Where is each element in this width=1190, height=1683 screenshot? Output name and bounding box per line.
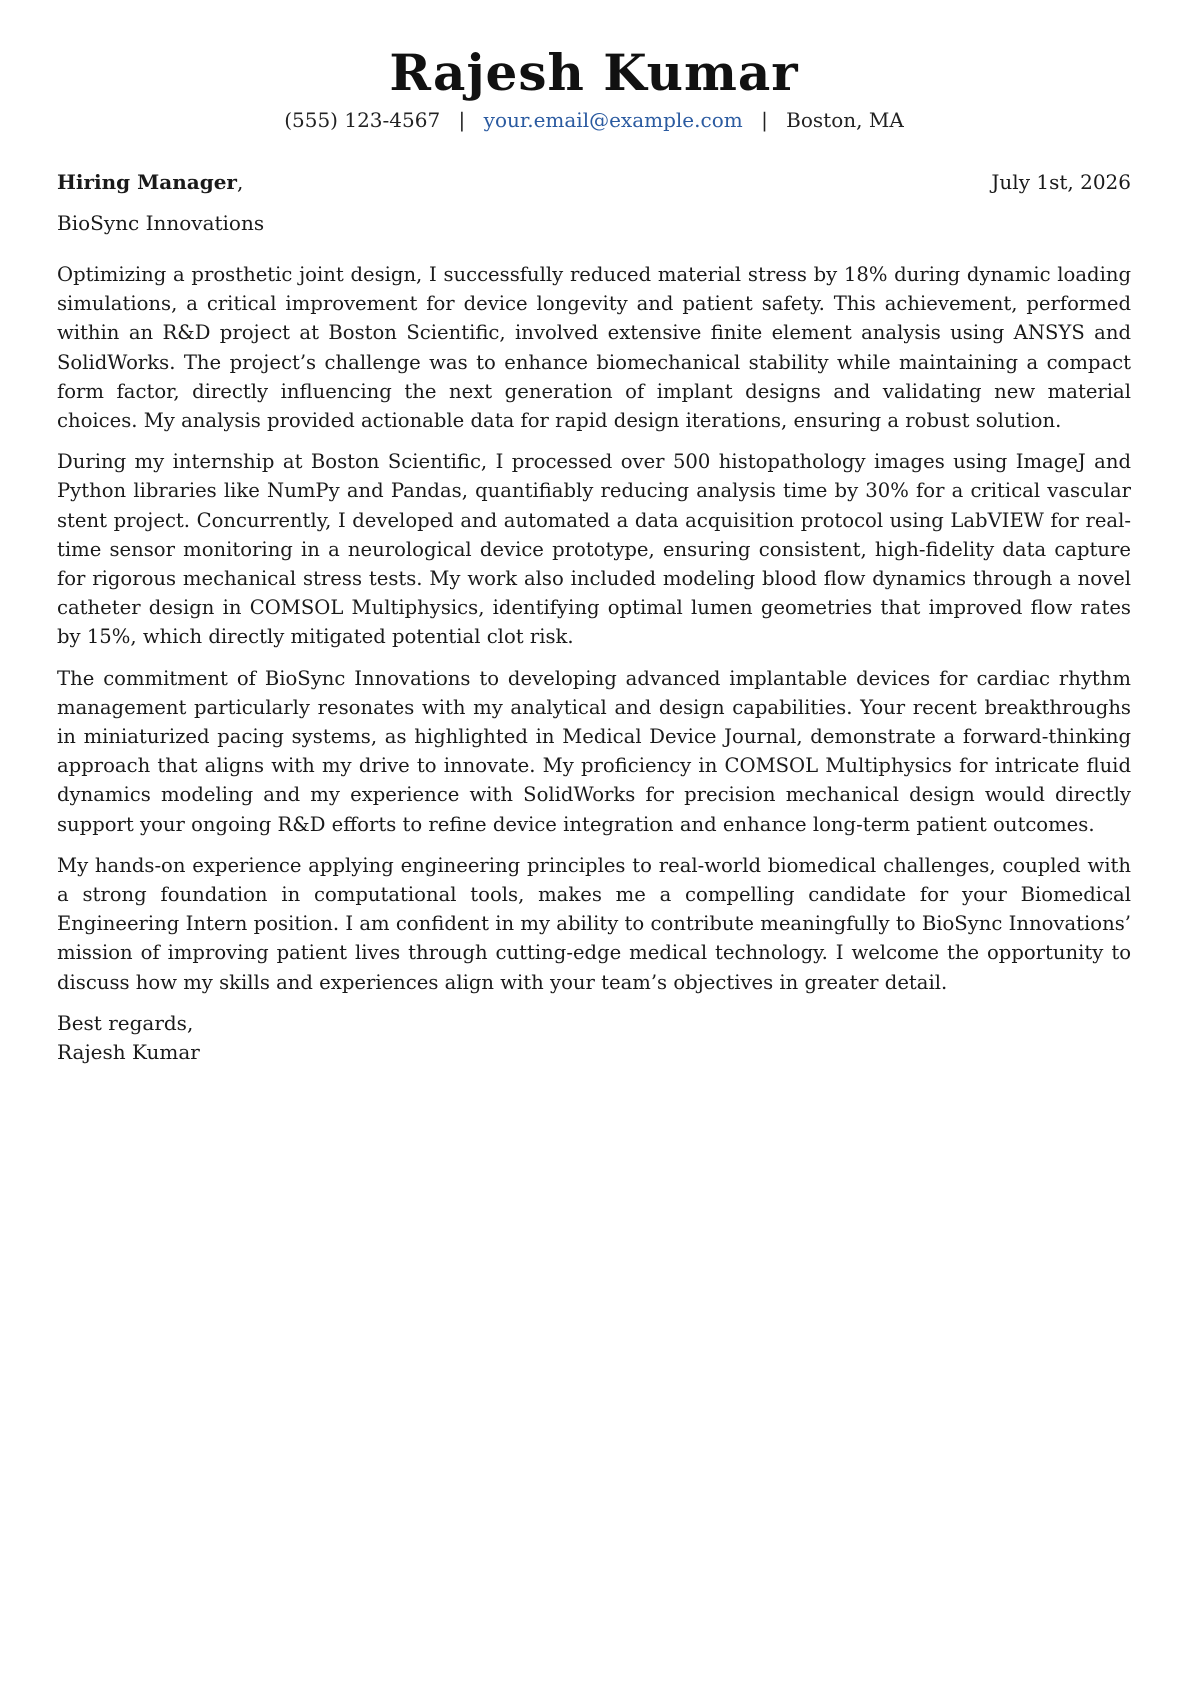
closing-signature: Rajesh Kumar	[57, 1039, 200, 1064]
closing-salutation: Best regards,	[57, 1010, 194, 1035]
recipient-company: BioSync Innovations	[57, 211, 265, 235]
letter-header	[57, 0, 1131, 134]
body-paragraph: My hands-on experience applying engineering principles to real-world biomedical challenges, coupled with a strong foundation in computational tools, makes me a compelling candidate for your Biomedical Engineering Intern position. I am confident in my ability to contribute meaningfully to BioSync Innovations’ mission of improving patient lives through cutting-edge medical technology. I welcome the opportunity to discuss how my skills and experiences align with your team’s objectives in greater detail.	[57, 853, 1131, 994]
body-paragraph: Optimizing a prosthetic joint design, I successfully reduced material stress by 18% during dynamic loading simulations, a critical improvement for device longevity and patient safety. This achievement, performed within an R&D project at Boston Scientific, involved extensive finite element analysis using ANSYS and SolidWorks. The project’s challenge was to enhance biomechanical stability while maintaining a compact form factor, directly influencing the next generation of implant designs and validating new material choices. My analysis provided actionable data for rapid design iterations, ensuring a robust solution.	[57, 263, 1131, 433]
cover-letter-page	[57, 0, 1131, 1067]
body-paragraph: The commitment of BioSync Innovations to developing advanced implantable devices for cardiac rhythm management particularly resonates with my analytical and design capabilities. Your recent breakthroughs in miniaturized pacing systems, as highlighted in Medical Device Journal, demonstrate a forward-thinking approach that aligns with my drive to innovate. My proficiency in COMSOL Multiphysics for intricate fluid dynamics modeling and my experience with SolidWorks for precision mechanical design would directly support your ongoing R&D efforts to refine device integration and enhance long-term patient outcomes.	[57, 666, 1131, 836]
letter-body	[57, 260, 1131, 997]
body-paragraph: During my internship at Boston Scientific, I processed over 500 histopathology images using ImageJ and Python libraries like NumPy and Pandas, quantifiably reducing analysis time by 30% for a critical vascular stent project. Concurrently, I developed and automated a data acquisition protocol using LabVIEW for real-time sensor monitoring in a neurological device prototype, ensuring consistent, high-fidelity data capture for rigorous mechanical stress tests. My work also included modeling blood flow dynamics through a novel catheter design in COMSOL Multiphysics, identifying optimal lumen geometries that improved flow rates by 15%, which directly mitigated potential clot risk.	[57, 450, 1131, 649]
recipient-suffix: ,	[236, 170, 244, 194]
phone-number: (555) 123-4567	[284, 108, 441, 132]
letter-closing	[57, 1009, 1131, 1067]
contact-separator: |	[458, 108, 466, 132]
location: Boston, MA	[786, 108, 904, 132]
recipient-line	[57, 168, 243, 196]
email-link[interactable]: your.email@example.com	[483, 108, 743, 132]
contact-line	[57, 106, 1131, 134]
recipient-title: Hiring Manager	[57, 170, 237, 194]
recipient-date-row	[57, 168, 1131, 196]
sender-name: Rajesh Kumar	[389, 43, 799, 102]
contact-separator: |	[761, 108, 768, 132]
letter-date: July 1st, 2026	[991, 170, 1131, 194]
